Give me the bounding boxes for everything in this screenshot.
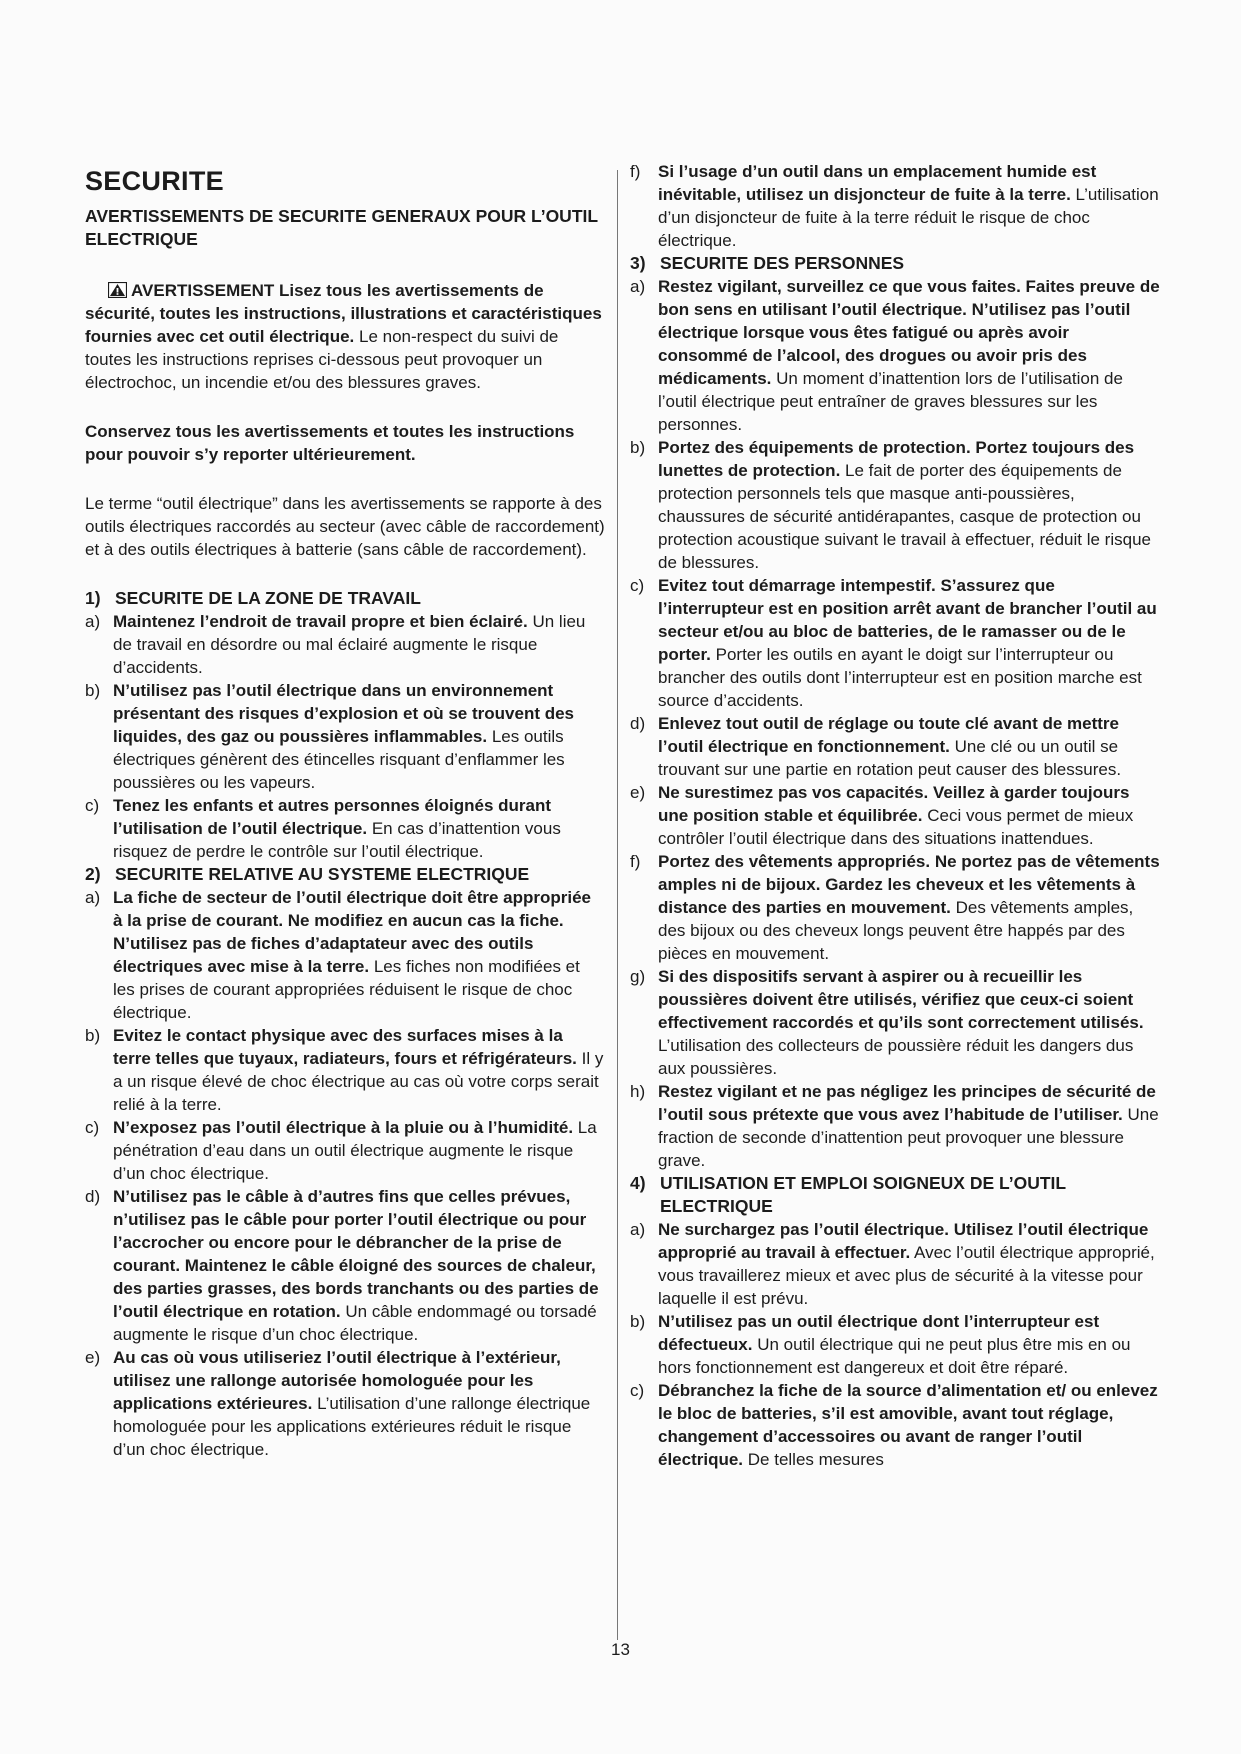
list-item: a) Ne surchargez pas l’outil électrique. Utilisez l’outil électrique approprié au travail à effectuer. Avec l’outil électrique approprié, vous travaillerez mieux et avec plus de sécurité à la vitesse pour laquelle il est prévu. (630, 1220, 1155, 1308)
list-item: b) N’utilisez pas l’outil électrique dans un environnement présentant des risques d’explosion et où se trouvent des liquides, des gaz ou poussières inflammables. Les outils électriques génèrent des étincelles risquant d’enflammer les poussières ou les vapeurs. (85, 681, 575, 792)
section-3-title: 3) SECURITE DES PERSONNES (630, 253, 905, 273)
list-item: g) Si des dispositifs servant à aspirer ou à recueillir les poussières doivent être utilisés, vérifiez que ceux-ci soient effectivement raccordés et qu’ils sont correctement utilisés. L’utilisation des collecteurs de poussière réduit les dangers dus aux poussières. (630, 967, 1144, 1078)
term-definition-note: Le terme “outil électrique” dans les avertissements se rapporte à des outils électriques raccordés au secteur (avec câble de raccordement) et à des outils électriques à batterie (sans câble de raccordement). (85, 494, 605, 559)
list-item: h) Restez vigilant et ne pas négligez les principes de sécurité de l’outil sous prétexte que vous avez l’habitude de l’utiliser. Une fraction de seconde d’inattention peut provoquer une blessure grave. (630, 1082, 1159, 1170)
list-item: d) Enlevez tout outil de réglage ou toute clé avant de mettre l’outil électrique en fonctionnement. Une clé ou un outil se trouvant sur une partie en rotation peut causer des blessures. (630, 714, 1122, 779)
column-divider (617, 170, 618, 1640)
list-item: c) Evitez tout démarrage intempestif. S’assurez que l’interrupteur est en position arrêt avant de brancher l’outil au secteur et/ou au bloc de batteries, de le ramasser ou de le porter. Porter les outils en ayant le doigt sur l’interrupteur ou brancher des outils dont l’interrupteur est en position marche est source d’accidents. (630, 576, 1157, 710)
list-item: c) Débranchez la fiche de la source d’alimentation et/ ou enlevez le bloc de batteries, s’il est amovible, avant tout réglage, changement d’accessoires ou avant de ranger l’outil électrique. De telles mesures (630, 1381, 1158, 1469)
section-2-title: 2) SECURITE RELATIVE AU SYSTEME ELECTRIQUE (85, 864, 530, 884)
list-item: e) Ne surestimez pas vos capacités. Veillez à garder toujours une position stable et équilibrée. Ceci vous permet de mieux contrôler l’outil électrique dans des situations inattendues. (630, 783, 1134, 848)
list-item: a) Restez vigilant, surveillez ce que vous faites. Faites preuve de bon sens en utilisant l’outil électrique. N’utilisez pas l’outil électrique lorsque vous êtes fatigué ou après avoir consommé de l’alcool, des drogues ou avoir pris des médicaments. Un moment d’inattention lors de l’utilisation de l’outil électrique peut entraîner de graves blessures sur les personnes. (630, 277, 1160, 434)
left-column (85, 160, 605, 1461)
warning-bold-text: Lisez tous les avertissements de sécurité, toutes les instructions, illustrations et caractéristiques fournies avec cet outil électrique. (85, 281, 602, 346)
list-item: c) Tenez les enfants et autres personnes éloignés durant l’utilisation de l’outil électrique. En cas d’inattention vous risquez de perdre le contrôle sur l’outil électrique. (85, 796, 561, 861)
list-item: b) Portez des équipements de protection. Portez toujours des lunettes de protection. Le fait de porter des équipements de protection personnels tels que masque anti-poussières, chaussures de sécurité antidérapantes, casque de protection ou protection acoustique suivant le travail à effectuer, réduit le risque de blessures. (630, 438, 1151, 572)
section-1-title: 1) SECURITE DE LA ZONE DE TRAVAIL (85, 588, 421, 608)
list-item: e) Au cas où vous utiliseriez l’outil électrique à l’extérieur, utilisez une rallonge autorisée homologuée pour les applications extérieures. L’utilisation d’une rallonge électrique homologuée pour les applications extérieures réduit le risque d’un choc électrique. (85, 1348, 591, 1459)
list-item: f) Portez des vêtements appropriés. Ne portez pas de vêtements amples ni de bijoux. Gardez les cheveux et les vêtements à distance des parties en mouvement. Des vêtements amples, des bijoux ou des cheveux longs peuvent être happés par des pièces en mouvement. (630, 852, 1160, 963)
list-item: f) Si l’usage d’un outil dans un emplacement humide est inévitable, utilisez un disjoncteur de fuite à la terre. L’utilisation d’un disjoncteur de fuite à la terre réduit le risque de choc électrique. (630, 162, 1159, 250)
right-column (630, 160, 1160, 1471)
warning-paragraph (85, 279, 605, 394)
warning-text: Le non-respect du suivi de toutes les instructions reprises ci-dessous peut provoquer un électrochoc, un incendie et/ou des blessures graves. (85, 327, 559, 392)
list-item: a) La fiche de secteur de l’outil électrique doit être appropriée à la prise de courant. Ne modifiez en aucun cas la fiche. N’utilisez pas de fiches d’adaptateur avec des outils électriques avec mise à la terre. Les fiches non modifiées et les prises de courant appropriées réduisent le risque de choc électrique. (85, 888, 592, 1022)
list-item: c) N’exposez pas l’outil électrique à la pluie ou à l’humidité. La pénétration d’eau dans un outil électrique augmente le risque d’un choc électrique. (85, 1118, 597, 1183)
list-item: a) Maintenez l’endroit de travail propre et bien éclairé. Un lieu de travail en désordre ou mal éclairé augmente le risque d’accidents. (85, 612, 586, 677)
list-item: d) N’utilisez pas le câble à d’autres fins que celles prévues, n’utilisez pas le câble pour porter l’outil électrique ou pour l’accrocher ou encore pour le débrancher de la prise de courant. Maintenez le câble éloigné des sources de chaleur, des parties grasses, des bords tranchants ou des parties de l’outil électrique en rotation. Un câble endommagé ou torsadé augmente le risque d’un choc électrique. (85, 1187, 599, 1344)
keep-instructions-note: Conservez tous les avertissements et toutes les instructions pour pouvoir s’y reporter ultérieurement. (85, 422, 575, 464)
warning-label: AVERTISSEMENT (131, 281, 275, 300)
list-item: b) N’utilisez pas un outil électrique dont l’interrupteur est défectueux. Un outil électrique qui ne peut plus être mis en ou hors fonctionnement est dangereux et doit être réparé. (630, 1312, 1131, 1377)
list-item: b) Evitez le contact physique avec des surfaces mises à la terre telles que tuyaux, radiateurs, fours et réfrigérateurs. Il y a un risque élevé de choc électrique au cas où votre corps serait relié à la terre. (85, 1026, 604, 1114)
page-title: SECURITE (85, 166, 224, 196)
page-number: 13 (611, 1640, 630, 1659)
warning-triangle-icon (108, 282, 127, 298)
section-subtitle: AVERTISSEMENTS DE SECURITE GENERAUX POUR L’OUTIL ELECTRIQUE (85, 206, 598, 249)
section-4-title: 4) UTILISATION ET EMPLOI SOIGNEUX DE L’OUTIL ELECTRIQUE (630, 1173, 1066, 1216)
